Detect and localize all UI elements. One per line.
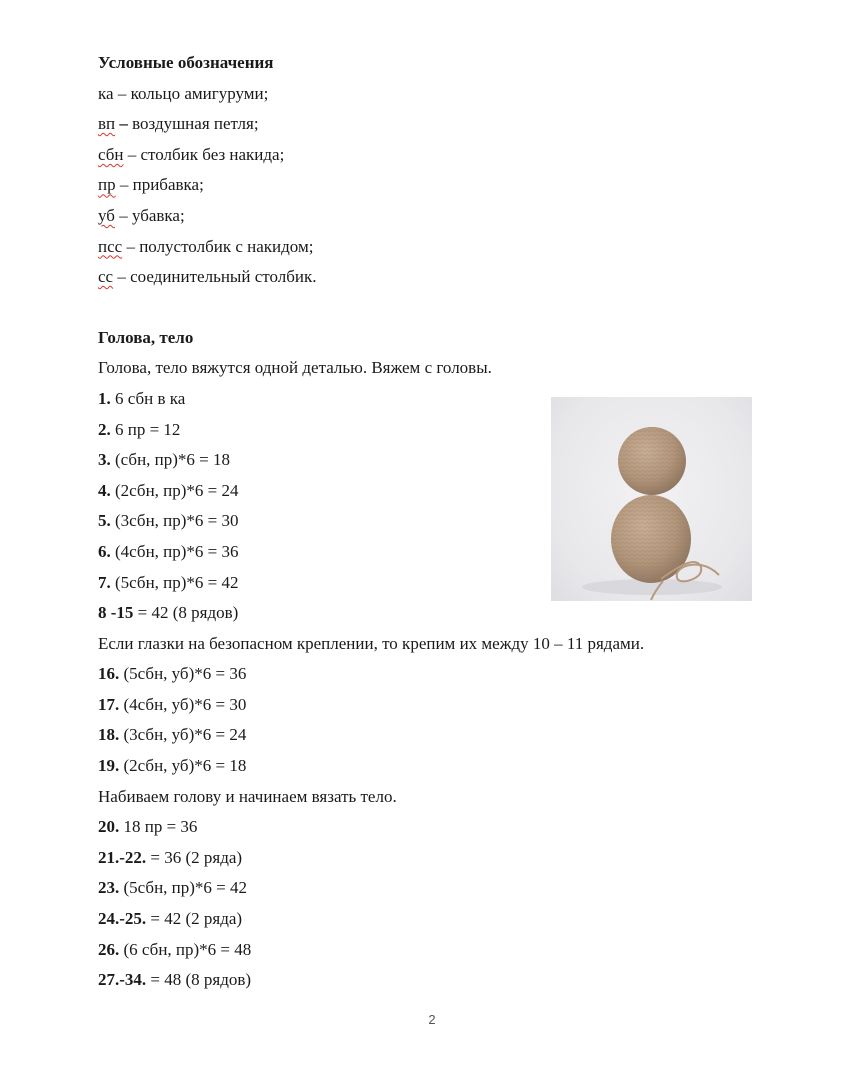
row-instruction: (сбн, пр)*6 = 18 [110, 450, 231, 470]
legend-separator: – [115, 114, 133, 134]
rows-group-decrease [98, 659, 798, 781]
legend-text: соединительный столбик. [130, 267, 317, 287]
crochet-body-image [551, 397, 752, 601]
legend-item [98, 232, 798, 263]
legend-separator: – [114, 205, 132, 225]
legend-separator: – [122, 236, 140, 256]
row-number: 5. [98, 511, 111, 531]
section-intro: Голова, тело вяжутся одной деталью. Вяжем с головы. [98, 358, 492, 378]
row-instruction: (5сбн, пр)*6 = 42 [119, 878, 248, 898]
pattern-row [98, 904, 798, 935]
note-eyes: Если глазки на безопасном креплении, то крепим их между 10 – 11 рядами. [98, 633, 645, 653]
row-instruction: 18 пр = 36 [119, 817, 198, 837]
row-instruction: = 36 (2 ряда) [146, 847, 243, 867]
legend-abbr: уб [98, 205, 115, 225]
pattern-row [98, 751, 798, 782]
row-number: 21.-22. [98, 847, 147, 867]
row-instruction: (3сбн, пр)*6 = 30 [110, 511, 239, 531]
legend-item [98, 79, 798, 110]
section-title: Голова, тело [98, 327, 194, 347]
row-number: 8 -15 [98, 603, 134, 623]
row-number: 16. [98, 664, 120, 684]
legend-item [98, 170, 798, 201]
legend-text: убавка; [131, 205, 185, 225]
row-number: 3. [98, 450, 111, 470]
legend-title: Условные обозначения [98, 53, 274, 72]
row-instruction: (2сбн, уб)*6 = 18 [119, 756, 247, 776]
row-number: 17. [98, 694, 120, 714]
row-number: 23. [98, 878, 120, 898]
pattern-row [98, 965, 798, 996]
legend-separator: – [113, 267, 131, 287]
legend-abbr: вп [98, 114, 116, 134]
row-instruction: (4сбн, пр)*6 = 36 [110, 541, 239, 561]
legend-item [98, 262, 798, 293]
pattern-row [98, 720, 798, 751]
pattern-row [98, 843, 798, 874]
row-number: 7. [98, 572, 111, 592]
row-number: 27.-34. [98, 970, 147, 990]
row-instruction: (3сбн, уб)*6 = 24 [119, 725, 247, 745]
legend-separator: – [123, 144, 141, 164]
row-number: 18. [98, 725, 120, 745]
pattern-row [98, 690, 798, 721]
row-instruction: 6 пр = 12 [110, 419, 181, 439]
row-number: 20. [98, 817, 120, 837]
legend-abbr: сс [98, 267, 114, 287]
legend-text: воздушная петля; [132, 114, 259, 134]
page-number: 2 [428, 1012, 436, 1027]
row-instruction: = 42 (8 рядов) [133, 603, 239, 623]
legend-abbr: ка [98, 83, 114, 103]
pattern-row [98, 873, 798, 904]
row-number: 24.-25. [98, 909, 147, 929]
row-number: 19. [98, 756, 120, 776]
row-instruction: = 42 (2 ряда) [146, 909, 243, 929]
legend-text: столбик без накида; [140, 144, 285, 164]
pattern-row [98, 812, 798, 843]
legend-text: полустолбик с накидом; [139, 236, 314, 256]
pattern-row [98, 935, 798, 966]
legend-abbr: пр [98, 175, 116, 195]
legend-item [98, 201, 798, 232]
row-instruction: (6 сбн, пр)*6 = 48 [119, 939, 252, 959]
row-instruction: (4сбн, уб)*6 = 30 [119, 694, 247, 714]
row-instruction: (5сбн, уб)*6 = 36 [119, 664, 247, 684]
legend-text: кольцо амигуруми; [130, 83, 269, 103]
section-spacer [98, 293, 798, 323]
legend-list [98, 79, 798, 293]
note-stuffing: Набиваем голову и начинаем вязать тело. [98, 786, 397, 806]
legend-separator: – [113, 83, 131, 103]
row-number: 2. [98, 419, 111, 439]
legend-abbr: псс [98, 236, 123, 256]
legend-text: прибавка; [132, 175, 204, 195]
row-instruction: 6 сбн в ка [110, 388, 186, 408]
legend-item [98, 109, 798, 140]
row-instruction: = 48 (8 рядов) [146, 970, 252, 990]
row-number: 1. [98, 388, 111, 408]
rows-group-body [98, 812, 798, 996]
row-number: 4. [98, 480, 111, 500]
row-instruction: (5сбн, пр)*6 = 42 [110, 572, 239, 592]
row-number: 26. [98, 939, 120, 959]
row-number: 6. [98, 541, 111, 561]
row-instruction: (2сбн, пр)*6 = 24 [110, 480, 239, 500]
legend-separator: – [115, 175, 133, 195]
amigurumi-photo [551, 397, 752, 601]
legend-item [98, 140, 798, 171]
legend-abbr: сбн [98, 144, 124, 164]
pattern-row [98, 598, 798, 629]
pattern-row [98, 659, 798, 690]
